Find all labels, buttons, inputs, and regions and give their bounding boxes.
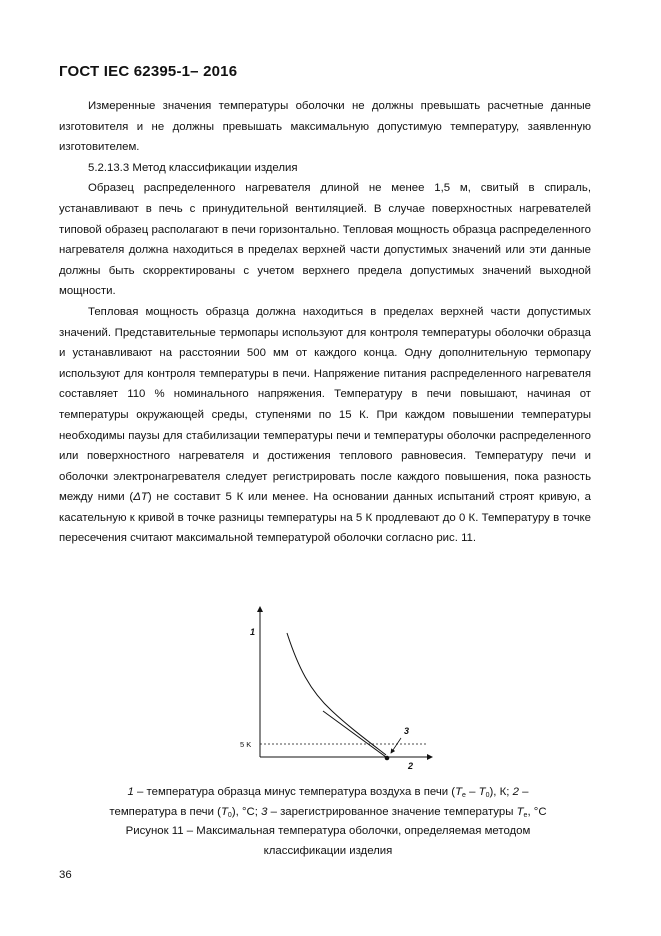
legend-2-text: температура в печи ( bbox=[109, 805, 221, 818]
caption-legend-line-1 bbox=[78, 783, 578, 803]
legend-2-number: 2 bbox=[512, 786, 519, 798]
standard-title: ГОСТ IEC 62395-1– 2016 bbox=[59, 63, 238, 80]
point-3-pointer bbox=[391, 738, 401, 753]
legend-1-text: – температура образца минус температура воздуха в печи ( bbox=[133, 786, 456, 798]
y-axis-label: 1 bbox=[250, 627, 256, 637]
subscript-0-2: 0 bbox=[227, 811, 232, 819]
delta-t-symbol: ΔT bbox=[133, 491, 148, 504]
legend-1-number: 1 bbox=[127, 786, 134, 798]
paragraph-2: Образец распределенного нагревателя длиной не менее 1,5 м, свитый в спираль, устанавливают в печь с принудительной вентиляцией. В случае поверхностных нагревателей типовой образец располагают в печи горизонтально. Тепловая мощность образца распределенного нагревателя должна находиться в пределах верхней части допустимых значений или эти данные должны быть скорректированы с учетом верхнего предела допустимых значений выходной мощности. bbox=[59, 182, 591, 298]
paragraph-3 bbox=[59, 302, 591, 549]
figure-title-line-1: Рисунок 11 – Максимальная температура оболочки, определяемая методом bbox=[125, 825, 531, 837]
intersection-point bbox=[385, 756, 390, 761]
figure-caption bbox=[78, 783, 578, 861]
legend-3-text: – зарегистрированное значение температуры bbox=[267, 805, 517, 818]
subscript-0: 0 bbox=[485, 792, 490, 799]
legend-3-unit: , °С bbox=[527, 805, 547, 818]
symbol-te-2: T bbox=[516, 805, 524, 818]
paragraph-3-part-b: ) не составит 5 К или менее. На основании данных испытаний строят кривую, а касательную к кривой в точке разницы температуры на 5 К продлевают до 0 К. Температуру в точке пересечения считают максимальной температурой оболочки согласно рис. 11. bbox=[59, 491, 591, 545]
tick-label-5k: 5 K bbox=[240, 740, 252, 749]
figure-title-line-2: классификации изделия bbox=[263, 844, 393, 857]
subscript-e: e bbox=[462, 792, 466, 799]
point-3-label: 3 bbox=[404, 726, 410, 736]
legend-2-unit: ), °С; bbox=[231, 805, 262, 818]
legend-1-unit: ), К; bbox=[489, 786, 513, 798]
body-text bbox=[59, 96, 591, 549]
tangent-line bbox=[323, 711, 386, 757]
legend-1-minus: – bbox=[465, 786, 479, 798]
paragraph-3-part-a: Тепловая мощность образца должна находиться в пределах верхней части допустимых значений. Представительные термопары используют для контроля температуры оболочки образца и устанавливают на расстоянии 500 мм от каждого конца. Одну дополнительную термопару используют для контроля температуры в печи. Напряжение питания распределенного нагревателя составляет 110 % номинального напряжения. Температуру в печи повышают, начиная от температуры окружающей среды, ступенями по 15 К. При каждом повышении температуры необходимы паузы для стабилизации температуры печи и температуры оболочки распределенного или поверхностного нагревателя и достижения теплового равновесия. Температуру печи и оболочки электронагревателя следует регистрировать после каждого повышения, пока разность между ними ( bbox=[59, 305, 591, 504]
page-number: 36 bbox=[59, 869, 72, 881]
x-axis-label: 2 bbox=[408, 761, 414, 771]
section-heading: 5.2.13.3 Метод классификации изделия bbox=[88, 161, 298, 174]
symbol-te: T bbox=[455, 786, 463, 798]
symbol-t0-2: T bbox=[220, 805, 228, 818]
figure-11-plot bbox=[236, 607, 436, 777]
caption-legend-line-2 bbox=[78, 803, 578, 823]
document-header bbox=[59, 63, 237, 80]
figure-11 bbox=[236, 607, 436, 777]
symbol-t0: T bbox=[478, 786, 486, 798]
paragraph-1: Измеренные значения температуры оболочки не должны превышать расчетные данные изготовителя и не должны превышать максимальную допустимую температуру, заявленную изготовителем. bbox=[59, 100, 591, 154]
legend-2-dash: – bbox=[518, 786, 529, 798]
subscript-e-2: e bbox=[523, 811, 528, 819]
legend-3-number: 3 bbox=[261, 805, 268, 818]
temperature-curve bbox=[287, 633, 386, 755]
